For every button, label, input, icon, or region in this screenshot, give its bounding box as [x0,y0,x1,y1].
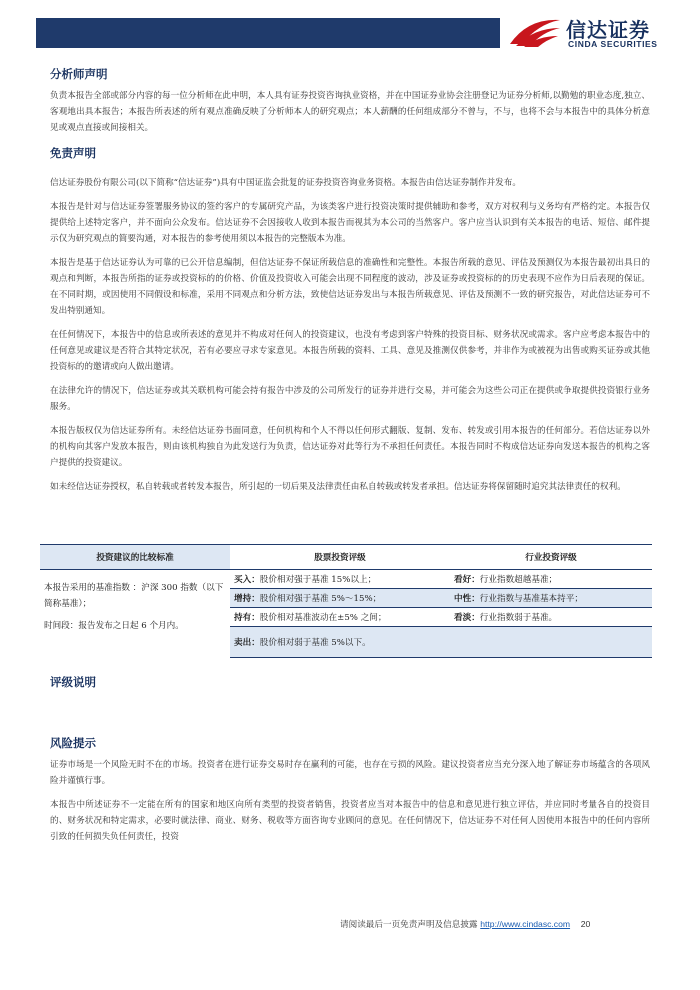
industry-empty-cell [450,627,652,658]
rating-label: 中性： [454,594,480,604]
rating-note-section [50,674,650,690]
footer [340,918,590,930]
header-bar [36,18,500,48]
rating-desc: 行业指数与基准基本持平； [479,594,583,604]
rating-table [40,544,652,658]
disclaimer-section [50,145,650,495]
disclaimer-heading: 免责声明 [50,146,96,160]
benchmark-text: 本报告采用的基准指数 ：沪深 300 指数（以下简称基准）； [44,583,224,609]
disclaimer-paragraph: 如未经信达证券授权，私自转载或者转发本报告，所引起的一切后果及法律责任由私自转载或转发者承担。信达证券将保留随时追究其法律责任的权利。 [50,482,626,492]
table-header-stock: 股票投资评级 [230,545,450,570]
rating-desc: 行业指数超越基准； [479,575,558,585]
footer-note: 请阅读最后一页免责声明及信息披露 [340,920,478,930]
logo-chinese: 信达证券 [566,18,650,42]
disclaimer-paragraph: 本报告是针对与信达证券签署服务协议的签约客户的专属研究产品，为该类客户进行投资决策时提供辅助和参考，双方对权利与义务均有严格约定。本报告仅提供给上述特定客户，并不面向公众发布。信达证券不会因接收人收到本报告而视其为本公司的当然客户。客户应当认识到有关本报告的电话、短信、邮件提示仅为研究观点的简要沟通，对本报告的参考使用须以本报告的完整版本为准。 [50,202,650,244]
stock-rating-sell [230,627,450,658]
disclaimer-paragraph: 在任何情况下，本报告中的信息或所表述的意见并不构成对任何人的投资建议，也没有考虑到客户特殊的投资目标、财务状况或需求。客户应考虑本报告中的任何意见或建议是否符合其特定状况，若有必要应寻求专家意见。本报告所载的资料、工具、意见及推测仅供参考，并非作为或被视为出售或购买证券或其他投资标的的邀请或向人做出邀请。 [50,330,650,372]
page-number: 20 [580,919,591,929]
rating-note-heading: 评级说明 [50,675,96,689]
table-header-industry: 行业投资评级 [450,545,652,570]
rating-desc: 股价相对基准波动在±5% 之间； [259,613,387,623]
stock-rating-buy [230,570,450,589]
rating-label: 卖出： [234,638,260,648]
rating-desc: 股价相对强于基准 15%以上； [259,575,377,585]
stock-rating-hold [230,608,450,627]
benchmark-cell [40,570,230,658]
rating-label: 买入： [234,575,260,585]
disclaimer-paragraph: 信达证券股份有限公司(以下简称“信达证券”)具有中国证监会批复的证券投资咨询业务资格。本报告由信达证券制作并发布。 [50,178,521,188]
disclaimer-paragraph: 本报告是基于信达证券认为可靠的已公开信息编制，但信达证券不保证所载信息的准确性和完整性。本报告所载的意见、评估及预测仅为本报告最初出具日的观点和判断，本报告所指的证券或投资标的的价格、价值及投资收入可能会出现不同程度的波动，涉及证券或投资标的的历史表现不应作为日后表现的保证。在不同时期，或因使用不同假设和标准，采用不同观点和分析方法，致使信达证券发出与本报告所载意见、评估及预测不一致的研究报告，对此信达证券可不发出特别通知。 [50,258,650,316]
analyst-text: 负责本报告全部或部分内容的每一位分析师在此申明，本人具有证券投资咨询执业资格，并在中国证券业协会注册登记为证券分析师,以勤勉的职业态度,独立、客观地出具本报告；本报告所表述的所有观点准确反映了分析师本人的研究观点；本人薪酬的任何组成部分不曾与，不与，也将不会与本报告中的具体分析意见或观点直接或间接相关。 [50,91,650,133]
risk-paragraph: 证券市场是一个风险无时不在的市场。投资者在进行证券交易时存在赢利的可能，也存在亏损的风险。建议投资者应当充分深入地了解证券市场蕴含的各项风险并谨慎行事。 [50,760,650,786]
rating-label: 看好： [454,575,480,585]
rating-label: 看淡： [454,613,480,623]
stock-rating-overweight [230,589,450,608]
rating-desc: 股价相对弱于基准 5%以下。 [259,638,371,648]
industry-rating-neutral [450,589,652,608]
industry-rating-positive [450,570,652,589]
industry-rating-negative [450,608,652,627]
disclaimer-paragraph: 在法律允许的情况下，信达证券或其关联机构可能会持有报告中涉及的公司所发行的证券并进行交易，并可能会为这些公司正在提供或争取提供投资银行业务服务。 [50,386,650,412]
disclaimer-paragraph: 本报告版权仅为信达证券所有。未经信达证券书面同意，任何机构和个人不得以任何形式翻版、复制、发布、转发或引用本报告的任何部分。若信达证券以外的机构向其客户发放本报告，则由该机构独自为此发送行为负责，信达证券对此等行为不承担任何责任。本报告同时不构成信达证券向发送本报告的机构之客户提供的投资建议。 [50,426,650,468]
cinda-logo [508,12,678,52]
rating-label: 增持： [234,594,260,604]
period-text: 时间段：报告发布之日起 6 个月内。 [44,621,184,631]
rating-desc: 股价相对强于基准 5%～15%； [259,594,382,604]
analyst-section [50,66,650,136]
cinda-logo-icon [508,14,562,48]
risk-heading: 风险提示 [50,736,96,750]
rating-label: 持有： [234,613,260,623]
table-header-benchmark: 投资建议的比较标准 [40,545,230,570]
footer-url-link[interactable]: http://www.cindasc.com [480,919,571,929]
risk-section [50,735,650,845]
risk-paragraph: 本报告中所述证券不一定能在所有的国家和地区向所有类型的投资者销售，投资者应当对本报告中的信息和意见进行独立评估，并应同时考量各自的投资目的、财务状况和特定需求，必要时就法律、商业、财务、税收等方面咨询专业顾问的意见。在任何情况下，信达证券不对任何人因使用本报告中的任何内容所引致的任何损失负任何责任，投资 [50,800,650,842]
logo-english: CINDA SECURITIES [568,39,658,49]
rating-desc: 行业指数弱于基准。 [479,613,558,623]
analyst-heading: 分析师声明 [50,67,108,81]
